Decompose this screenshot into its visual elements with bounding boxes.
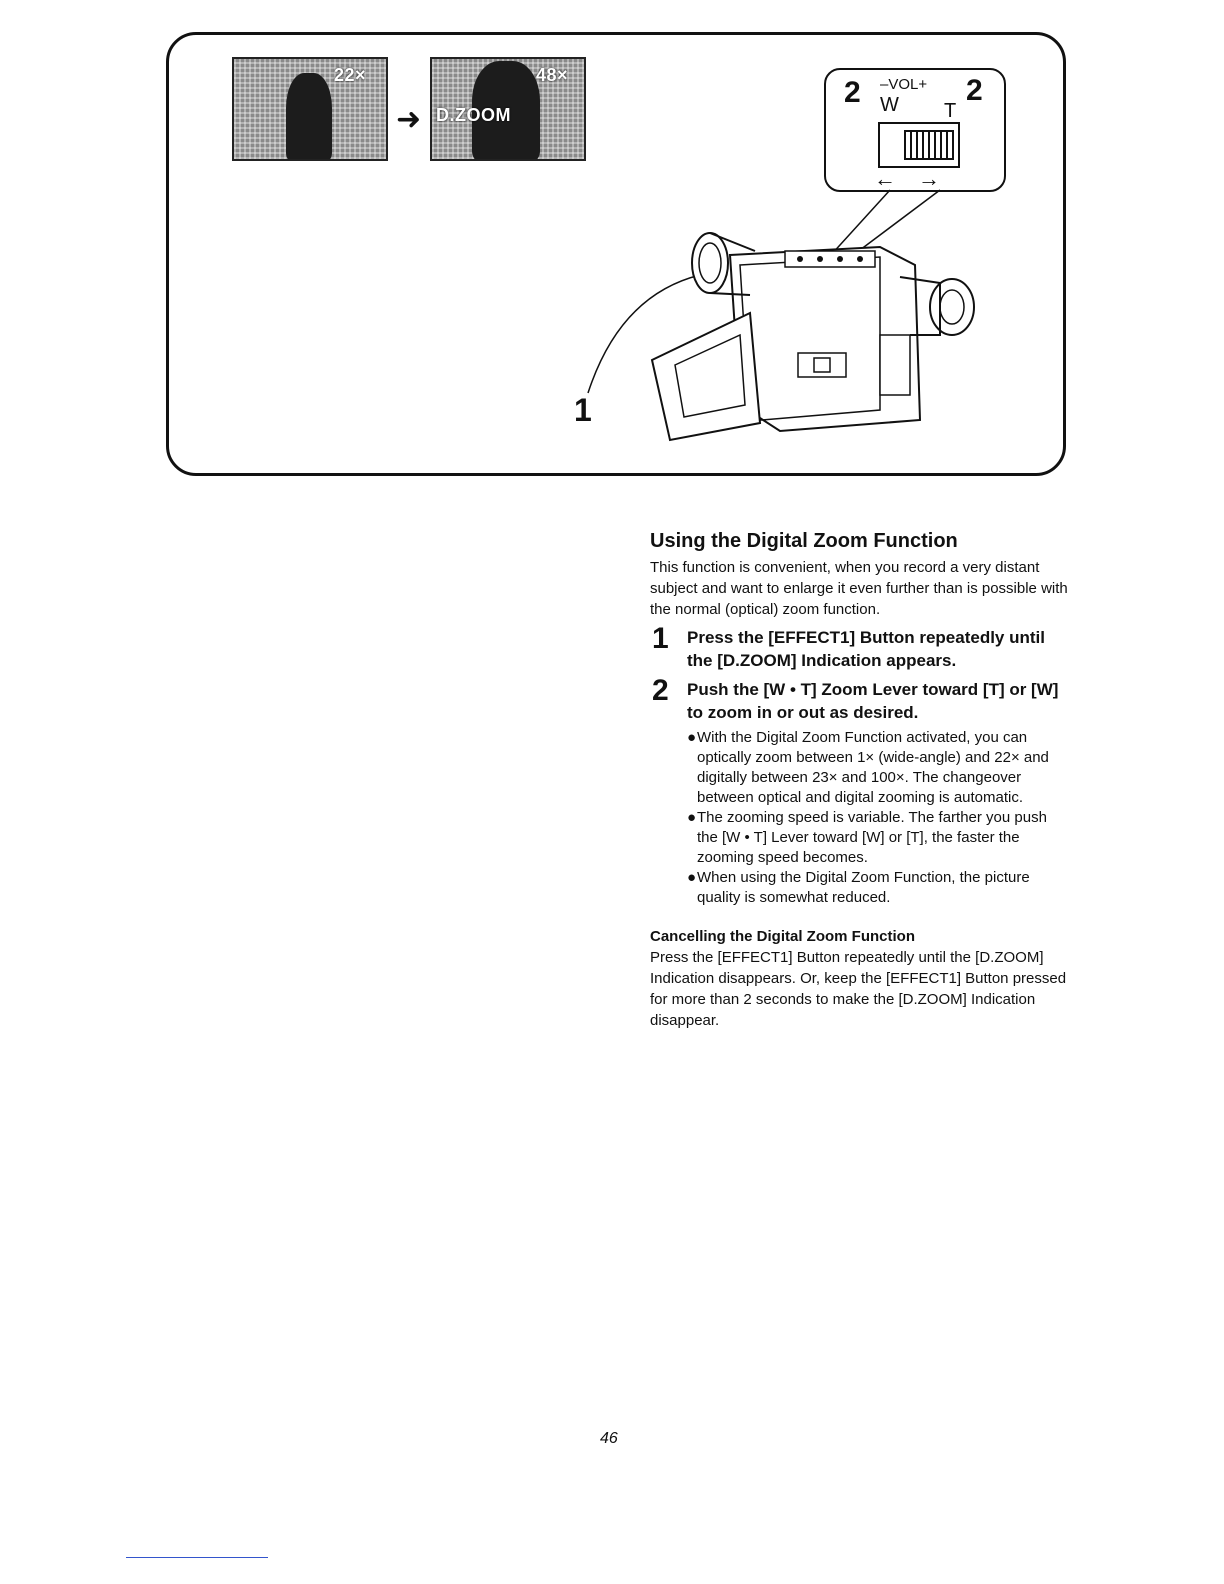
- bullet-icon: ●: [687, 809, 697, 826]
- step-number: 1: [652, 622, 669, 655]
- step-number: 2: [652, 674, 669, 707]
- footer-rule: [126, 1557, 268, 1558]
- step-text: Push the [W • T] Zoom Lever toward [T] or [W] to zoom in or out as desired.: [687, 680, 1059, 722]
- vol-label: –VOL+: [880, 76, 928, 93]
- intro-paragraph: This function is convenient, when you record a very distant subject and want to enlarge it even further than is possible with the normal (optical) zoom function.: [650, 559, 1068, 618]
- callout-number: 1: [574, 392, 592, 428]
- wide-label: W: [880, 94, 899, 116]
- step-text: Press the [EFFECT1] Button repeatedly until the [D.ZOOM] Indication appears.: [687, 628, 1045, 670]
- arrow-right-icon: ➜: [396, 103, 422, 136]
- tele-label: T: [944, 100, 957, 122]
- dzoom-indicator: D.ZOOM: [436, 105, 511, 125]
- viewfinder-after-image: [430, 57, 586, 161]
- callout-number: 2: [966, 74, 983, 107]
- list-item: ● When using the Digital Zoom Function, the picture quality is somewhat reduced.: [687, 869, 1030, 906]
- instructions-column: [650, 530, 1070, 1031]
- bullet-icon: ●: [687, 869, 697, 886]
- cancel-paragraph: Press the [EFFECT1] Button repeatedly until the [D.ZOOM] Indication disappears. Or, keep the [EFFECT1] Button pressed for more than 2 seconds to make the [D.ZOOM] Indication disappear.: [650, 949, 1067, 1029]
- lever-direction-arrows-icon: ←→: [874, 166, 962, 191]
- subject-silhouette: [286, 73, 332, 161]
- step-2-notes: [687, 728, 1070, 908]
- viewfinder-before-image: [232, 57, 388, 161]
- zoom-level-label: 22×: [334, 65, 367, 85]
- zoom-lever-knob: [904, 130, 954, 160]
- page-number: 46: [600, 1430, 618, 1447]
- list-item: ● The zooming speed is variable. The farther you push the [W • T] Lever toward [W] or [T], the faster the zooming speed becomes.: [687, 809, 1047, 866]
- zoom-lever-callout: [824, 68, 1006, 192]
- list-item: ● With the Digital Zoom Function activated, you can optically zoom between 1× (wide-angle) and 22× and digitally between 23× and 100×. The changeover between optical and digital zooming is automatic.: [687, 729, 1049, 806]
- callout-number: 2: [844, 76, 861, 109]
- zoom-level-label: 48×: [536, 65, 569, 85]
- step-2: [650, 674, 1070, 908]
- camcorder-illustration: [580, 185, 1000, 447]
- zoom-lever-switch: [878, 122, 960, 168]
- cancel-section-title: Cancelling the Digital Zoom Function: [650, 928, 915, 945]
- section-title: Using the Digital Zoom Function: [650, 530, 958, 552]
- step-1: [650, 622, 1070, 672]
- bullet-icon: ●: [687, 729, 697, 746]
